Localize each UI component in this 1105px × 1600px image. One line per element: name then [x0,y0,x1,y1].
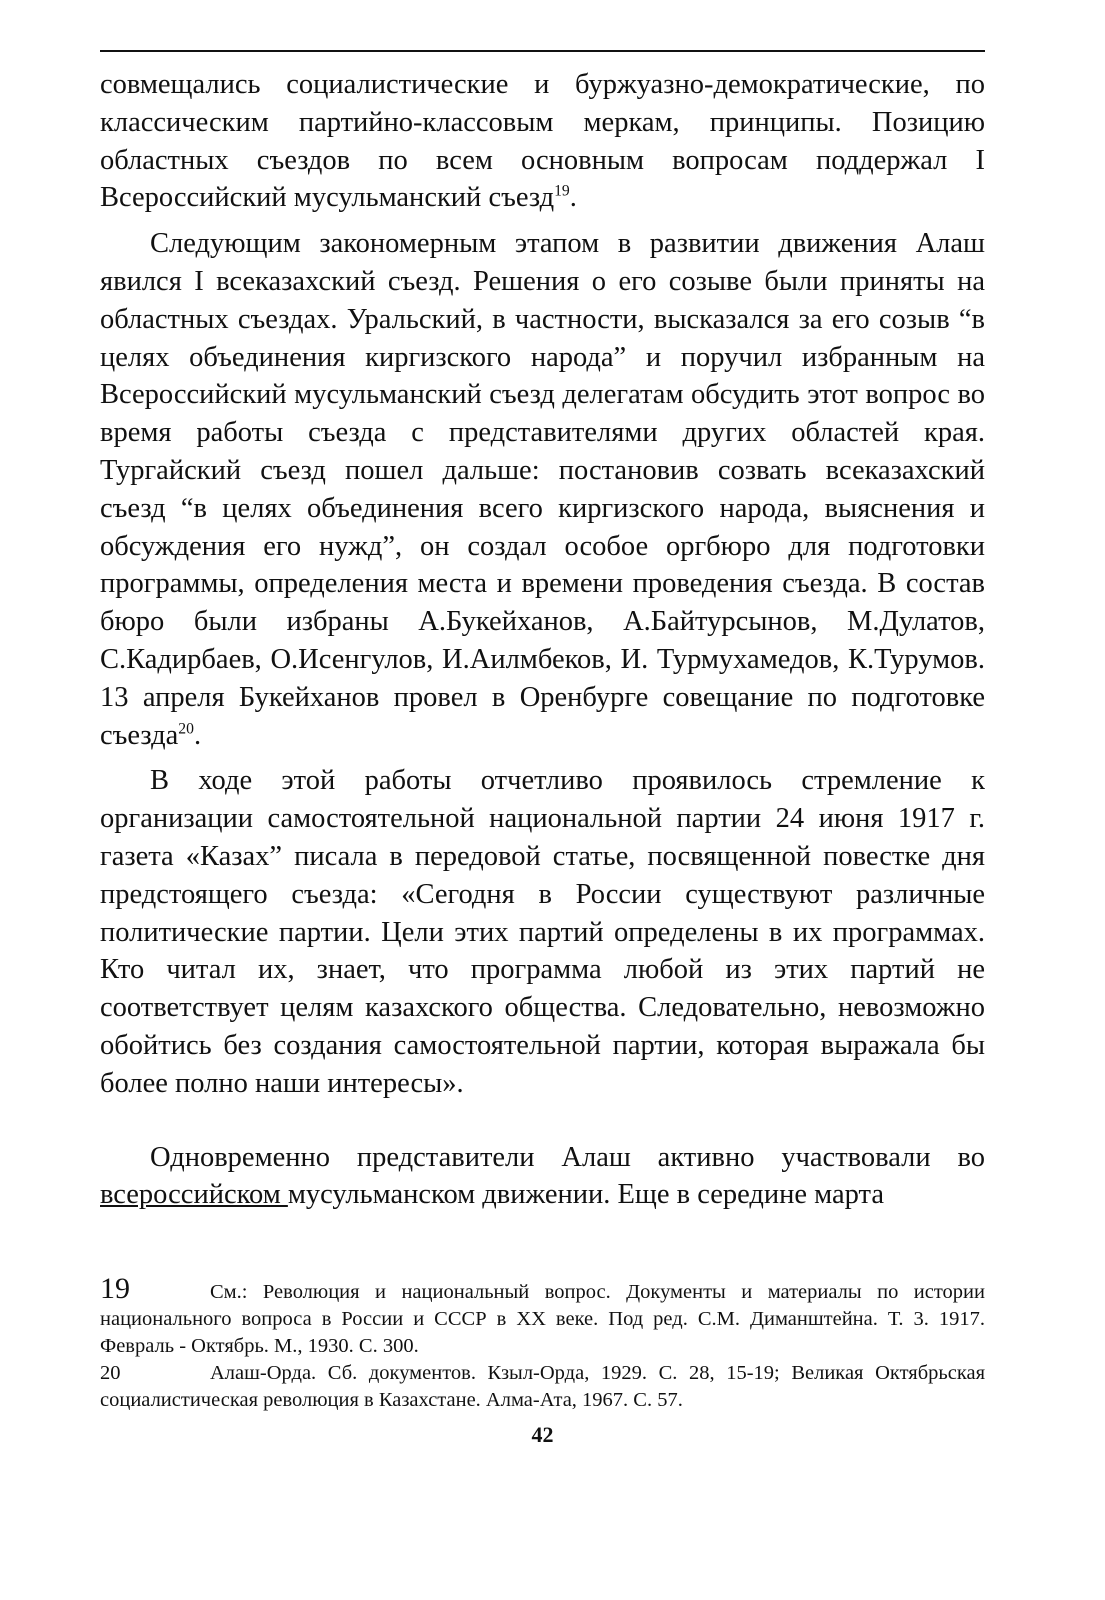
header-rule [100,50,985,52]
body-text [100,66,985,1214]
footnote-text: Алаш-Орда. Сб. документов. Кзыл-Орда, 1929. С. 28, 15-19; Великая Октябрьская социалистическая революция в Казахстане. Алма-Ата, 1967. С. 57. [100,1362,985,1411]
footnote-20 [100,1360,985,1414]
footnote-ref-20[interactable]: 20 [178,720,194,738]
footnote-19 [100,1272,985,1360]
underlined-word: всероссийском [100,1179,288,1211]
page-number: 42 [531,1422,554,1447]
footnote-text: См.: Революция и национальный вопрос. Документы и материалы по истории национального вопроса в России и СССР в XX веке. Под ред. С.М. Диманштейна. Т. 3. 1917. Февраль - Октябрь. М., 1930. С. 300. [100,1281,985,1357]
footnotes [100,1272,985,1414]
paragraph-3: В ходе этой работы отчетливо проявилось стремление к организации самостоятельной национальной партии 24 июня 1917 г. газета «Казах” писала в передовой статье, посвященной повестке дня предстоящего съезда: «Сегодня в России существуют различные политические партии. Цели этих партий определены в их программах. Кто читал их, знает, что программа любой из этих партий не соответствует целям казахского общества. Следовательно, невозможно обойтись без создания самостоятельной партии, которая выражала бы более полно наши интересы». [100,765,985,1099]
footnote-number: 20 [100,1362,121,1384]
paragraph-2: Следующим закономерным этапом в развитии движения Алаш явился I всеказахский съезд. Решения о его созыве были приняты на областных съездах. Уральский, в частности, высказался за его созыв “в целях объединения киргизского народа” и поручил избранным на Всероссийский мусульманский съезд делегатам обсудить этот вопрос во время работы съезда с представителями других областей края. Тургайский съезд пошел дальше: постановив созвать всеказахский съезд “в целях объединения всего киргизского народа, выяснения и обсуждения его нужд”, он создал особое оргбюро для подготовки программы, определения места и времени проведения съезда. В состав бюро были избраны А.Букейханов, А.Байтурсынов, М.Дулатов, С.Кадирбаев, О.Исенгулов, И.Аилмбеков, И. Турмухамедов, К.Турумов. 13 апреля Букейханов провел в Оренбурге совещание по подготовке съезда$^{20}$. [100,228,985,751]
footnote-number: 19 [100,1272,130,1305]
paragraph-1: совмещались социалистические и буржуазно-демократические, по классическим партийно-классовым меркам, принципы. Позицию областных съездов по всем основным вопросам поддержал I Всероссийский мусульманский съезд$^{19}$. [100,69,985,214]
footnote-ref-19[interactable]: 19 [554,182,570,200]
paragraph-4: Одновременно представители Алаш активно участвовали во всероссийском мусульманском движении. Еще в середине марта [100,1141,985,1211]
